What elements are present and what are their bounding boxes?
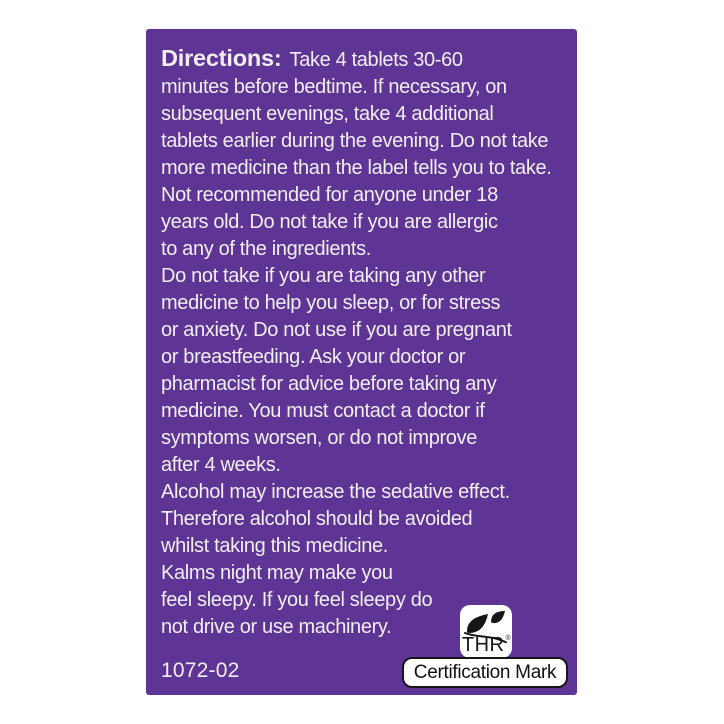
directions-heading-rest: Take 4 tablets 30-60	[289, 49, 463, 71]
thr-logo	[460, 605, 512, 658]
batch-code: 1072-02	[161, 659, 240, 682]
certification-mark-label: Certification Mark	[413, 661, 557, 683]
directions-line: years old. Do not take if you are allergic	[161, 211, 498, 233]
thr-acronym-text: THR	[461, 634, 505, 656]
directions-line: or breastfeeding. Ask your doctor or	[161, 346, 466, 368]
directions-line: medicine to help you sleep, or for stress	[161, 292, 501, 314]
directions-line: after 4 weeks.	[161, 454, 281, 476]
directions-line: symptoms worsen, or do not improve	[161, 427, 478, 449]
directions-line: minutes before bedtime. If necessary, on	[161, 76, 507, 98]
directions-line: subsequent evenings, take 4 additional	[161, 103, 494, 125]
directions-line: Kalms night may make you	[161, 562, 393, 584]
directions-line: Therefore alcohol should be avoided	[161, 508, 473, 530]
directions-line: Not recommended for anyone under 18	[161, 184, 498, 206]
thr-acronym	[460, 634, 512, 657]
directions-line: pharmacist for advice before taking any	[161, 373, 497, 395]
medicine-label	[146, 29, 577, 695]
directions-line: not drive or use machinery.	[161, 616, 392, 638]
directions-heading: Directions:	[161, 45, 282, 71]
directions-line: Do not take if you are taking any other	[161, 265, 486, 287]
certification-mark-badge	[402, 657, 568, 688]
directions-line: more medicine than the label tells you to take.	[161, 157, 552, 179]
directions-line	[161, 45, 573, 74]
registered-trademark-symbol: ®	[505, 635, 512, 642]
directions-line: whilst taking this medicine.	[161, 535, 388, 557]
directions-line: medicine. You must contact a doctor if	[161, 400, 485, 422]
directions-line: feel sleepy. If you feel sleepy do	[161, 589, 433, 611]
directions-line: tablets earlier during the evening. Do not take	[161, 130, 549, 152]
directions-line: or anxiety. Do not use if you are pregnant	[161, 319, 512, 341]
directions-text-block	[161, 45, 573, 641]
directions-lines	[161, 74, 573, 641]
directions-line: Alcohol may increase the sedative effect.	[161, 481, 510, 503]
directions-line: to any of the ingredients.	[161, 238, 371, 260]
